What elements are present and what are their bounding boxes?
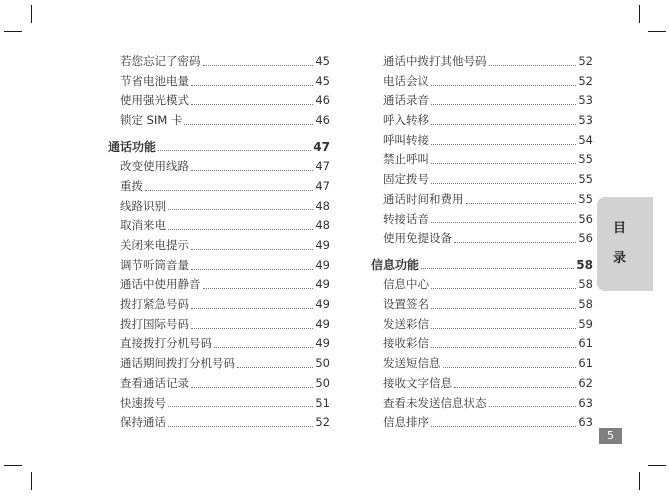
dot-leader: [168, 208, 313, 210]
toc-entry-label: 若您忘记了密码: [120, 54, 201, 68]
toc-page-number: 50: [315, 356, 330, 371]
toc-entry-label: 查看通话记录: [120, 375, 189, 390]
toc-page-number: 47: [315, 178, 330, 193]
toc-page-number: 49: [315, 238, 330, 252]
toc-page-number: 48: [315, 198, 330, 213]
toc-entry-label: 通话期间拨打分机号码: [120, 356, 235, 371]
dot-leader: [168, 405, 313, 407]
toc-page-number: 52: [578, 54, 593, 68]
toc-right-column: [371, 52, 593, 433]
toc-page-number: 51: [315, 395, 330, 410]
toc-entry-label: 关闭来电提示: [120, 238, 189, 252]
crop-mark: [639, 472, 640, 490]
toc-entry: [108, 157, 330, 177]
dot-leader: [431, 84, 576, 86]
toc-page-number: 49: [315, 336, 330, 351]
dot-leader: [431, 143, 576, 145]
toc-page-number: 55: [578, 172, 593, 187]
dot-leader: [443, 366, 577, 368]
page-number: 5: [599, 428, 622, 444]
dot-leader: [184, 123, 313, 125]
toc-entry: [108, 256, 330, 276]
toc-page-number: 50: [315, 375, 330, 390]
toc-page-number: 59: [578, 316, 593, 331]
toc-page-number: 55: [578, 191, 593, 206]
toc-entry: [371, 413, 593, 433]
toc-page-number: 45: [315, 73, 330, 88]
dot-leader: [168, 228, 313, 230]
dot-leader: [191, 248, 313, 250]
dot-leader: [203, 64, 314, 66]
toc-entry: [371, 394, 593, 414]
toc-page-number: 47: [315, 159, 330, 174]
toc-page-number: 53: [578, 93, 593, 108]
toc-entry-label: 通话中使用静音: [120, 277, 201, 292]
toc-page-number: 61: [578, 336, 593, 351]
contents-side-tab: [597, 197, 653, 291]
toc-entry-label: 通话功能: [108, 139, 157, 154]
toc-entry: [108, 236, 330, 256]
dot-leader: [191, 103, 313, 105]
toc-entry: [108, 374, 330, 394]
toc-page-number: 46: [315, 113, 330, 128]
toc-entry: [371, 131, 593, 151]
toc-entry: [371, 111, 593, 131]
toc-page-number: 58: [576, 257, 593, 272]
toc-page-number: 58: [578, 297, 593, 312]
dot-leader: [489, 405, 577, 407]
toc-page-number: 47: [313, 139, 330, 154]
toc-entry-label: 接收彩信: [383, 336, 429, 351]
toc-entry-label: 电话会议: [383, 73, 429, 88]
toc-page-number: 54: [578, 132, 593, 147]
toc-entry-label: 禁止呼叫: [383, 152, 429, 167]
toc-page-number: 56: [578, 211, 593, 226]
toc-entry: [108, 72, 330, 92]
toc-entry-label: 重拨: [120, 178, 143, 193]
toc-page-number: 58: [578, 277, 593, 292]
dot-leader: [158, 149, 311, 151]
toc-entry: [371, 315, 593, 335]
toc-entry: [108, 216, 330, 236]
toc-entry: [108, 413, 330, 433]
toc-page-number: 55: [578, 152, 593, 167]
toc-entry-label: 通话时间和费用: [383, 191, 464, 206]
crop-mark: [648, 31, 666, 32]
toc-entry-label: 发送短信息: [383, 356, 441, 371]
toc-entry-label: 拨打国际号码: [120, 316, 189, 331]
dot-leader: [431, 162, 576, 164]
toc-entry: [108, 91, 330, 111]
toc-entry: [371, 354, 593, 374]
toc-page-number: 49: [315, 297, 330, 312]
dot-leader: [489, 64, 577, 66]
toc-entry-label: 呼入转移: [383, 113, 429, 128]
toc-entry: [371, 374, 593, 394]
toc-entry: [108, 111, 330, 131]
dot-leader: [454, 386, 576, 388]
toc-entry-label: 信息排序: [383, 415, 429, 430]
toc-entry: [371, 91, 593, 111]
toc-page-number: 48: [315, 218, 330, 233]
toc-entry-label: 调节听筒音量: [120, 257, 189, 272]
dot-leader: [466, 202, 577, 204]
dot-leader: [431, 287, 576, 289]
toc-section-heading: [371, 255, 593, 276]
dot-leader: [431, 346, 576, 348]
toc-entry: [371, 72, 593, 92]
toc-entry: [371, 150, 593, 170]
toc-entry-label: 信息中心: [383, 277, 429, 292]
toc-page-number: 62: [578, 375, 593, 390]
crop-mark: [4, 31, 22, 32]
side-tab-char-2: 录: [613, 251, 627, 266]
crop-mark: [4, 465, 22, 466]
toc-entry: [108, 315, 330, 335]
toc-entry-label: 快速拨号: [120, 395, 166, 410]
toc-left-column: [108, 52, 330, 433]
toc-entry-label: 固定拨号: [383, 172, 429, 187]
toc-page-number: 46: [315, 93, 330, 108]
dot-leader: [431, 425, 576, 427]
toc-page-number: 52: [578, 73, 593, 88]
dot-leader: [191, 307, 313, 309]
toc-page-number: 63: [578, 415, 593, 430]
dot-leader: [431, 221, 576, 223]
dot-leader: [168, 425, 313, 427]
toc-entry-label: 线路识别: [120, 198, 166, 213]
toc-entry-label: 取消来电: [120, 218, 166, 233]
toc-page-number: 52: [315, 415, 330, 430]
toc-entry-label: 节省电池电量: [120, 73, 189, 88]
toc-entry-label: 转接话音: [383, 211, 429, 226]
toc-entry-label: 通话录音: [383, 93, 429, 108]
toc-entry: [371, 52, 593, 72]
toc-page-number: 45: [315, 54, 330, 68]
side-tab-char-1: 目: [613, 221, 627, 236]
toc-entry-label: 发送彩信: [383, 316, 429, 331]
toc-entry: [108, 177, 330, 197]
toc-entry-label: 锁定 SIM 卡: [120, 113, 183, 128]
dot-leader: [431, 182, 576, 184]
toc-entry: [371, 229, 593, 249]
dot-leader: [191, 327, 313, 329]
dot-leader: [145, 189, 313, 191]
toc-page-number: 49: [315, 316, 330, 331]
dot-leader: [421, 267, 574, 269]
dot-leader: [454, 241, 576, 243]
toc-page-number: 49: [315, 277, 330, 292]
toc-entry-label: 使用免提设备: [383, 231, 452, 246]
toc-entry: [108, 394, 330, 414]
dot-leader: [431, 327, 576, 329]
toc-page-number: 63: [578, 395, 593, 410]
dot-leader: [203, 287, 314, 289]
crop-mark: [31, 5, 32, 23]
toc-entry-label: 接收文字信息: [383, 375, 452, 390]
crop-mark: [31, 472, 32, 490]
toc-entry-label: 设置签名: [383, 297, 429, 312]
toc-entry-label: 信息功能: [371, 257, 420, 272]
dot-leader: [214, 346, 313, 348]
toc-entry: [371, 190, 593, 210]
toc-entry: [108, 52, 330, 72]
toc-entry: [371, 275, 593, 295]
toc-entry: [371, 210, 593, 230]
dot-leader: [431, 103, 576, 105]
dot-leader: [191, 169, 313, 171]
toc-entry-label: 通话中拨打其他号码: [383, 54, 487, 68]
toc-entry: [371, 170, 593, 190]
toc-entry-label: 使用强光模式: [120, 93, 189, 108]
dot-leader: [191, 386, 313, 388]
toc-entry-label: 直接拨打分机号码: [120, 336, 212, 351]
toc-entry: [108, 197, 330, 217]
crop-mark: [648, 465, 666, 466]
toc-section-heading: [108, 137, 330, 158]
dot-leader: [237, 366, 313, 368]
toc-entry: [371, 334, 593, 354]
toc-page-number: 61: [578, 356, 593, 371]
toc-entry-label: 查看未发送信息状态: [383, 395, 487, 410]
dot-leader: [431, 307, 576, 309]
toc-page-number: 49: [315, 257, 330, 272]
toc-entry: [371, 295, 593, 315]
toc-page-number: 53: [578, 113, 593, 128]
toc-entry: [108, 295, 330, 315]
dot-leader: [191, 268, 313, 270]
dot-leader: [431, 123, 576, 125]
toc-entry: [108, 275, 330, 295]
toc-entry: [108, 334, 330, 354]
toc-entry-label: 保持通话: [120, 415, 166, 430]
toc-entry-label: 呼叫转接: [383, 132, 429, 147]
toc-entry: [108, 354, 330, 374]
toc-entry-label: 改变使用线路: [120, 159, 189, 174]
dot-leader: [191, 84, 313, 86]
toc-page-number: 56: [578, 231, 593, 246]
crop-mark: [639, 5, 640, 23]
toc-entry-label: 拨打紧急号码: [120, 297, 189, 312]
